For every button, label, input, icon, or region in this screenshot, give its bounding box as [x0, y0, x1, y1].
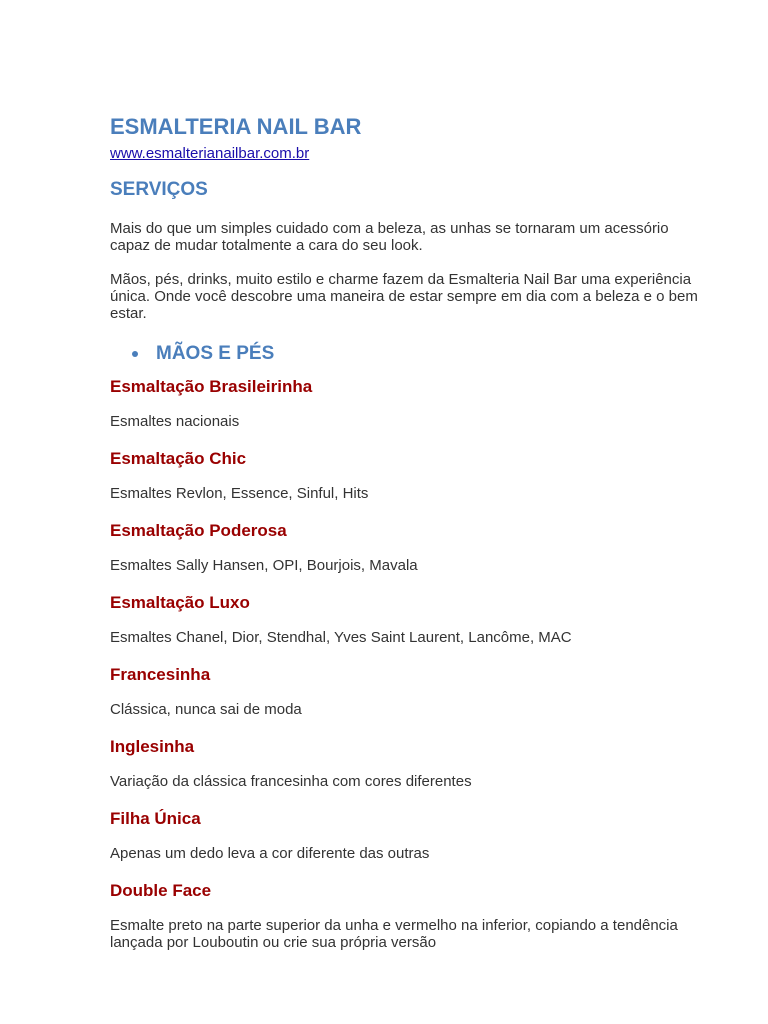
service-name: Esmaltação Luxo	[110, 593, 250, 612]
service-item	[110, 448, 710, 502]
service-description: Esmaltes Sally Hansen, OPI, Bourjois, Mavala	[110, 557, 418, 574]
service-name: Inglesinha	[110, 737, 195, 756]
service-name: Double Face	[110, 881, 212, 900]
page-title: ESMALTERIA NAIL BAR	[110, 114, 362, 139]
intro-paragraph-2: Mãos, pés, drinks, muito estilo e charme fazem da Esmalteria Nail Bar uma experiência única. Onde você descobre uma maneira de estar sempre em dia com a beleza e o bem estar.	[110, 271, 698, 322]
service-description: Apenas um dedo leva a cor diferente das outras	[110, 845, 430, 862]
service-name: Esmaltação Chic	[110, 449, 247, 468]
service-item	[110, 880, 710, 951]
service-description: Esmalte preto na parte superior da unha e vermelho na inferior, copiando a tendência lançada por Louboutin ou crie sua própria versão	[110, 917, 678, 951]
section-heading-servicos: SERVIÇOS	[110, 179, 208, 200]
service-name: Esmaltação Poderosa	[110, 521, 287, 540]
service-item	[110, 376, 710, 430]
service-description: Variação da clássica francesinha com cores diferentes	[110, 773, 472, 790]
service-description: Esmaltes Chanel, Dior, Stendhal, Yves Saint Laurent, Lancôme, MAC	[110, 629, 572, 646]
service-item	[110, 592, 710, 646]
document-page	[110, 113, 710, 951]
service-item	[110, 520, 710, 574]
service-name: Filha Única	[110, 809, 201, 828]
service-item	[110, 808, 710, 862]
service-description: Esmaltes nacionais	[110, 413, 240, 430]
website-link[interactable]: www.esmalterianailbar.com.br	[110, 145, 310, 162]
service-name: Esmaltação Brasileirinha	[110, 377, 313, 396]
service-item	[110, 664, 710, 718]
service-description: Esmaltes Revlon, Essence, Sinful, Hits	[110, 485, 369, 502]
bullet-icon	[132, 351, 138, 357]
intro-paragraph-1: Mais do que um simples cuidado com a beleza, as unhas se tornaram um acessório capaz de mudar totalmente a cara do seu look.	[110, 220, 669, 254]
subsection-heading-label: MÃOS E PÉS	[156, 343, 275, 364]
service-description: Clássica, nunca sai de moda	[110, 701, 302, 718]
service-name: Francesinha	[110, 665, 211, 684]
subsection-heading-maos-e-pes	[132, 341, 710, 367]
service-item	[110, 736, 710, 790]
